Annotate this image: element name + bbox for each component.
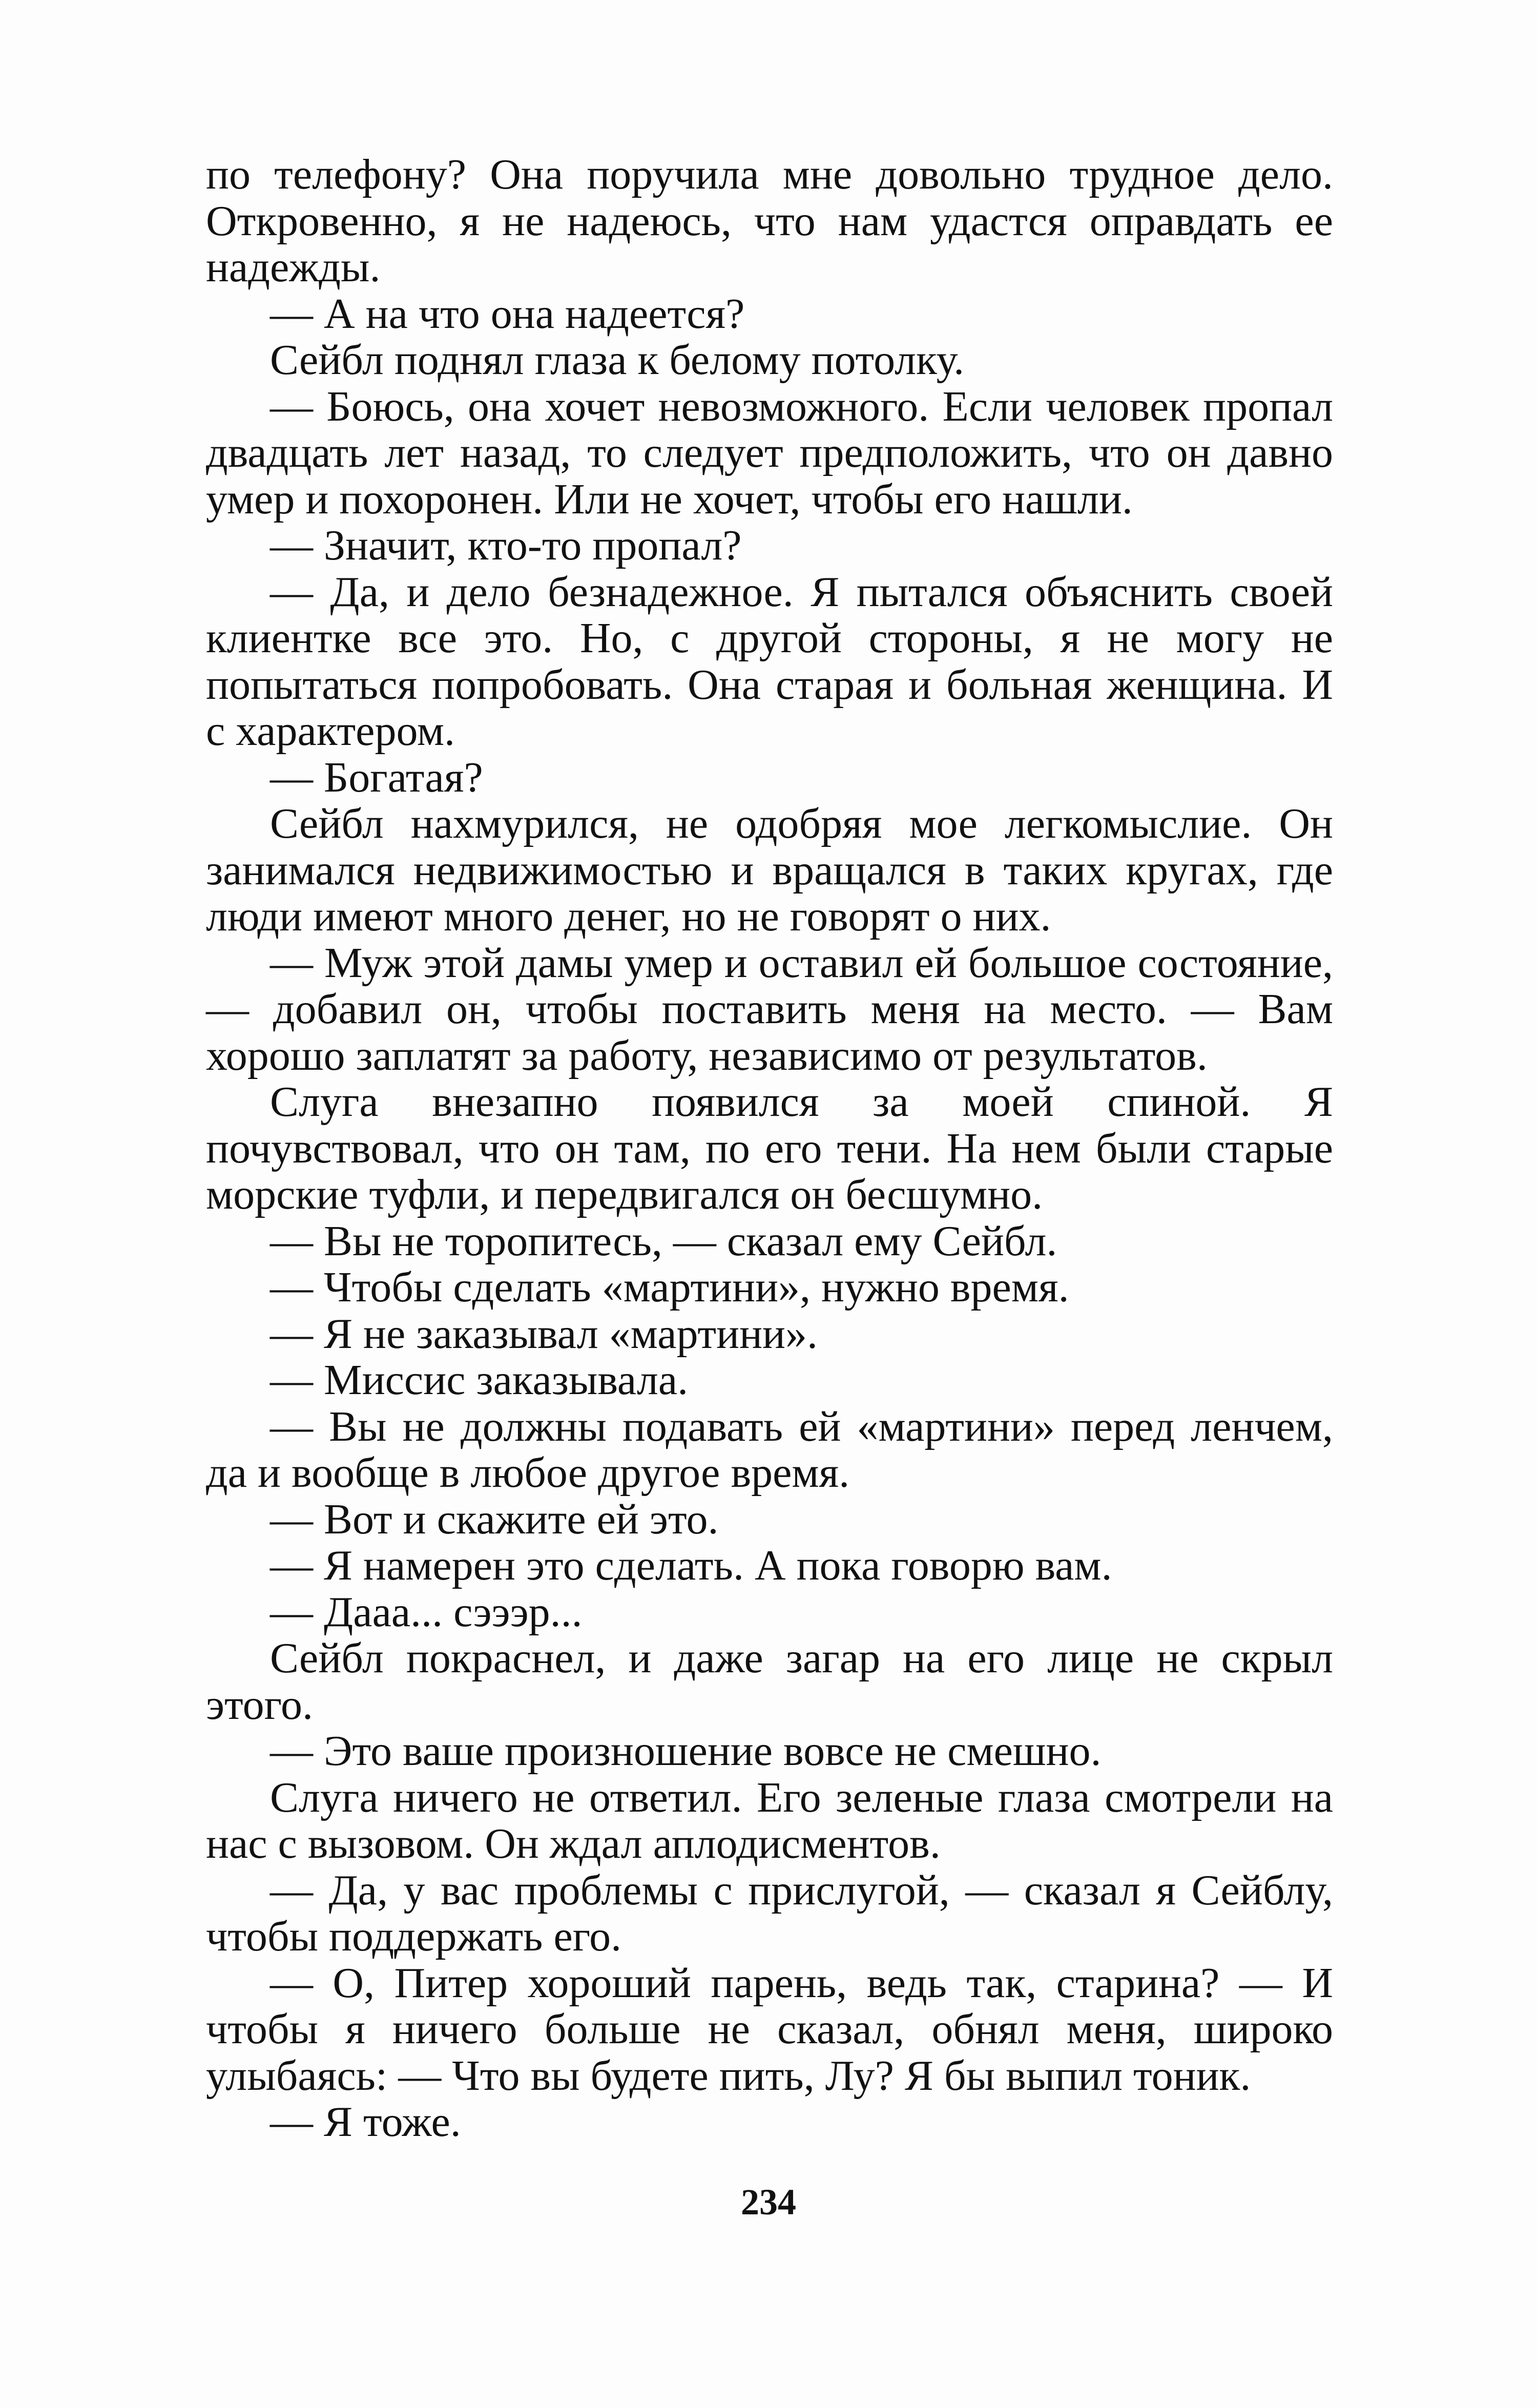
paragraph: Слуга внезапно появился за моей спиной. Я почувствовал, что он там, по его тени. На нем были старые морские туфли, и передвигался он бесшумно. [206, 1078, 1344, 1218]
paragraph: — Муж этой дамы умер и оставил ей большое состояние, — добавил он, чтобы поставить меня на место. — Вам хорошо заплатят за работу, независимо от результатов. [206, 939, 1344, 1080]
paragraph: — Я тоже. [270, 2098, 461, 2146]
paragraph: — Я намерен это сделать. А пока говорю вам. [270, 1542, 1112, 1589]
paragraph: Сейбл покраснел, и даже загар на его лице не скрыл этого. [206, 1634, 1344, 1729]
paragraph: — Это ваше произношение вовсе не смешно. [270, 1727, 1102, 1775]
paragraph: — Чтобы сделать «мартини», нужно время. [270, 1263, 1069, 1311]
body-text [206, 151, 1344, 2146]
paragraph: Сейбл поднял глаза к белому потолку. [270, 336, 965, 384]
paragraph: по телефону? Она поручила мне довольно трудное дело. Откровенно, я не надеюсь, что нам удастся оправдать ее надежды. [206, 151, 1344, 291]
paragraph: — А на что она надеется? [270, 289, 745, 338]
paragraph: — Миссис заказывала. [270, 1356, 689, 1404]
paragraph: Слуга ничего не ответил. Его зеленые глаза смотрели на нас с вызовом. Он ждал аплодисментов. [206, 1773, 1344, 1867]
paragraph: — О, Питер хороший парень, ведь так, старина? — И чтобы я ничего больше не сказал, обнял меня, широко улыбаясь: — Что вы будете пить, Лу? Я бы выпил тоник. [206, 1959, 1344, 2100]
paragraph: Сейбл нахмурился, не одобряя мое легкомыслие. Он занимался недвижимостью и вращался в таких кругах, где люди имеют много денег, но не говорят о них. [206, 800, 1344, 940]
paragraph: — Боюсь, она хочет невозможного. Если человек пропал двадцать лет назад, то следует предположить, что он давно умер и похоронен. Или не хочет, чтобы его нашли. [206, 382, 1344, 523]
paragraph: — Дааа... сэээр... [270, 1588, 583, 1636]
paragraph: — Вот и скажите ей это. [270, 1495, 719, 1543]
page-number: 234 [741, 2182, 796, 2223]
paragraph: — Да, у вас проблемы с прислугой, — сказал я Сейблу, чтобы поддержать его. [206, 1866, 1344, 1960]
paragraph: — Вы не торопитесь, — сказал ему Сейбл. [270, 1217, 1057, 1265]
paragraph: — Я не заказывал «мартини». [270, 1310, 818, 1358]
paragraph: — Богатая? [270, 753, 483, 801]
paragraph: — Значит, кто-то пропал? [270, 522, 742, 569]
paragraph: — Вы не должны подавать ей «мартини» перед ленчем, да и вообще в любое другое время. [206, 1402, 1344, 1497]
paragraph: — Да, и дело безнадежное. Я пытался объяснить своей клиентке все это. Но, с другой стороны, я не могу не попытаться попробовать. Она старая и больная женщина. И с характером. [206, 568, 1344, 755]
